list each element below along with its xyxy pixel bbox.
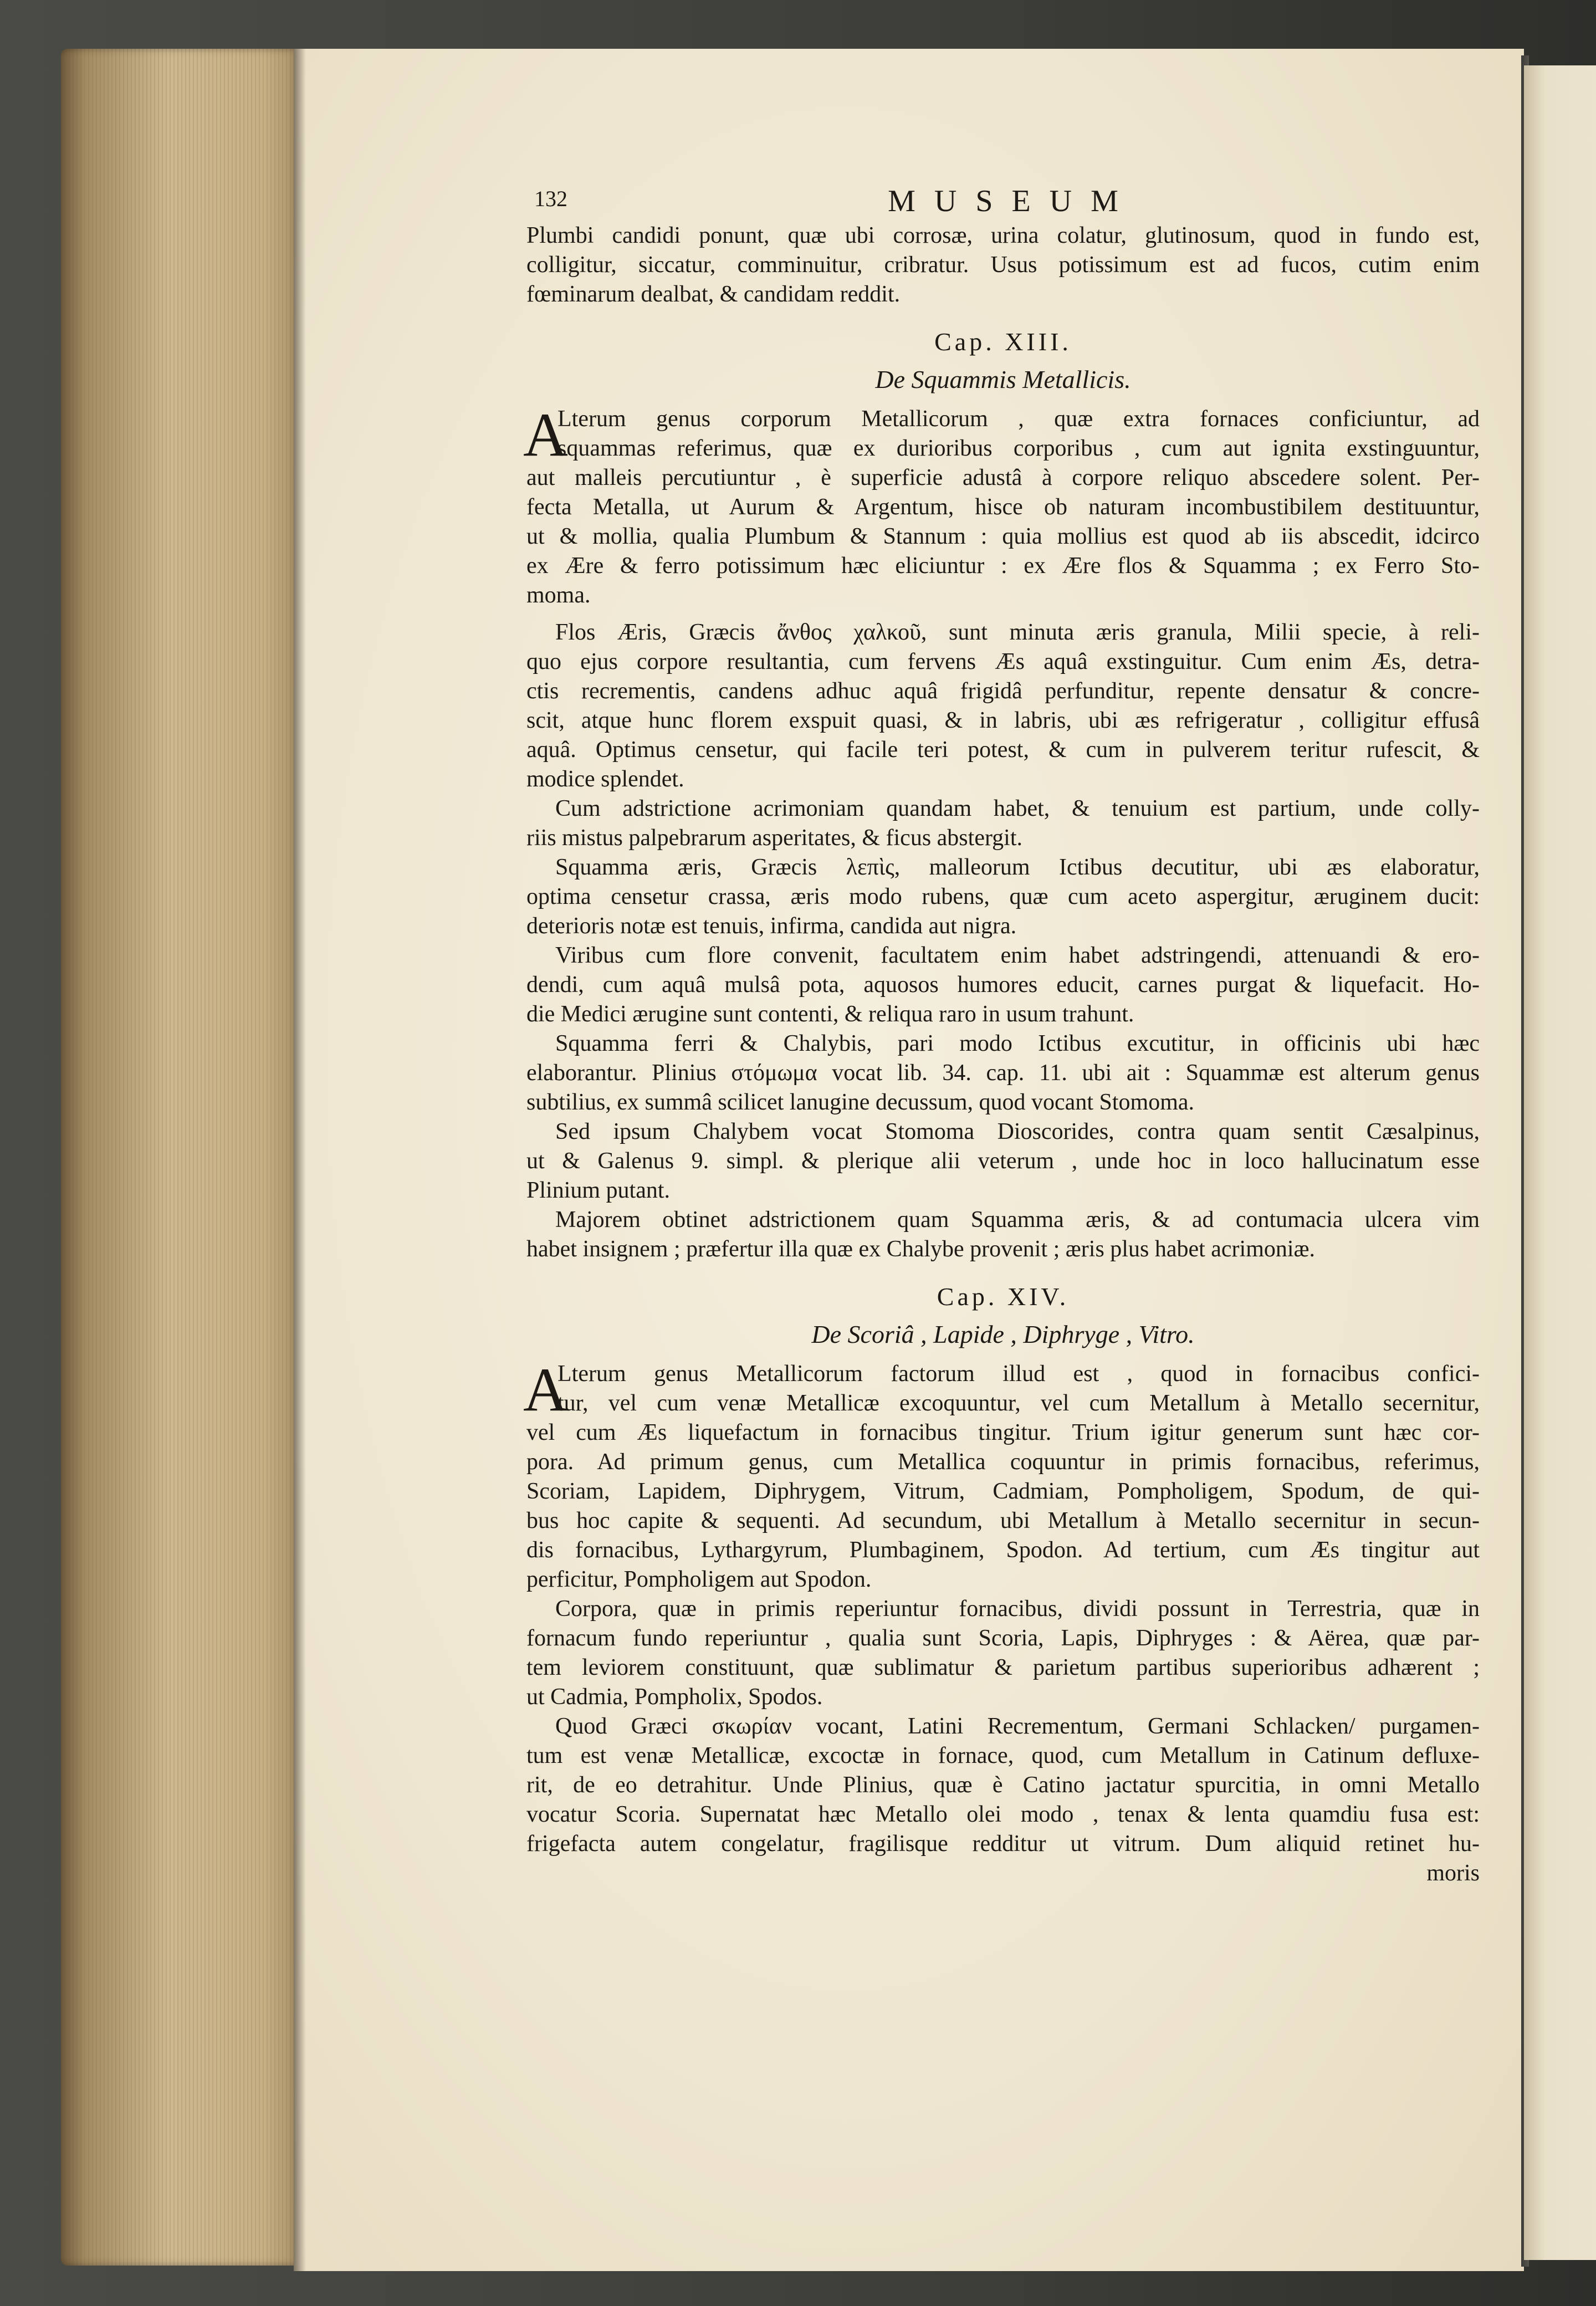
text-line: ut Cadmia, Pompholix, Spodos. [526,1684,823,1710]
text-line: Plinium putant. [526,1178,671,1203]
text-line: habet insignem ; præfertur illa quæ ex Chalybe provenit ; æris plus habet acrimoniæ. [526,1236,1316,1262]
text-line: Viribus cum flore convenit, facultatem enim habet adstringendi, attenuandi & ero- [555,943,1480,968]
chapter-title: De Squammis Metallicis. [875,365,1131,393]
text-line: aut malleis percutiuntur , è superficie adustâ à corpore reliquo abscedere solent. Per- [526,465,1480,490]
book-fore-edge [61,49,299,2266]
paragraph [526,853,1480,941]
text-line: dis fornacibus, Lythargyrum, Plumbaginem, Spodon. Ad tertium, cum Æs tingitur aut [526,1537,1480,1563]
text-line: Flos Æris, Græcis ἄνθος χαλκοῦ, sunt minuta æris granula, Milii specie, à reli- [555,620,1480,645]
paragraph [523,1356,1480,1594]
text-line: ut & Galenus 9. simpl. & plerique alii veterum , unde hoc in loco hallucinatum esse [526,1148,1480,1174]
text-line: Squamma æris, Græcis λεπὶς, malleorum Ictibus decutitur, ubi æs elaboratur, [555,855,1480,880]
paragraph [526,1205,1480,1264]
text-line: die Medici ærugine sunt contenti, & reliqua raro in usum trahunt. [526,1001,1134,1027]
text-line: Squamma ferri & Chalybis, pari modo Ictibus excutitur, in officinis ubi hæc [555,1031,1480,1056]
text-line: tem leviorem constituunt, quæ sublimatur & parietum partibus superioribus adhærent ; [526,1655,1480,1680]
chapter-number: Cap. XIV. [937,1282,1070,1311]
chapter-14 [523,1279,1480,1888]
intro-paragraph [526,221,1480,309]
paragraph [526,1117,1480,1205]
text-line: modice splendet. [526,766,684,792]
text-line: Scoriam, Lapidem, Diphrygem, Vitrum, Cadmiam, Pompholigem, Spodum, de qui- [526,1479,1480,1504]
text-line: quo ejus corpore resultantia, cum fervens Æs aquâ exstinguitur. Cum enim Æs, detra- [526,649,1480,674]
text-line: squammas referimus, quæ ex durioribus corporibus , cum aut ignita exstinguuntur, [557,436,1480,461]
chapter-title: De Scoriâ , Lapide , Diphryge , Vitro. [811,1320,1195,1348]
text-line: ctis recrementis, candens adhuc aquâ frigidâ perfunditur, repente densatur & concre- [526,678,1480,704]
text-line: Cum adstrictione acrimoniam quandam habet, & tenuium est partium, unde colly- [555,796,1480,821]
gutter-shadow [294,49,306,2271]
paragraph [526,941,1480,1029]
running-head-title: MUSEUM [888,184,1137,218]
text-line: tur, vel cum venæ Metallicæ excoquuntur, vel cum Metallum à Metallo secernitur, [557,1390,1480,1416]
text-line: Corpora, quæ in primis reperiuntur fornacibus, dividi possunt in Terrestria, quæ in [555,1596,1480,1622]
text-block [523,184,1480,1888]
text-line: riis mistus palpebrarum asperitates, & ficus abstergit. [526,825,1023,851]
paragraph [526,794,1480,853]
text-line: fecta Metalla, ut Aurum & Argentum, hisce ob naturam incombustibilem destituuntur, [526,494,1480,520]
text-line: Majorem obtinet adstrictionem quam Squamma æris, & ad contumacia ulcera vim [555,1207,1480,1233]
text-line: Lterum genus Metallicorum factorum illud est , quod in fornacibus confici- [557,1361,1480,1387]
text-line: dendi, cum aquâ mulsâ pota, aquosos humores educit, carnes purgat & liquefacit. Ho- [526,972,1480,998]
facing-page-edge [1524,65,1596,2260]
text-line: ex Ære & ferro potissimum hæc eliciuntur : ex Ære flos & Squamma ; ex Ferro Sto- [526,553,1480,579]
text-line: frigefacta autem congelatur, fragilisque redditur ut vitrum. Dum aliquid retinet hu- [526,1831,1480,1857]
text-line: fœminarum dealbat, & candidam reddit. [526,282,901,307]
drop-capital: A [523,401,568,469]
text-line: aquâ. Optimus censetur, qui facile teri potest, & cum in pulverem teritur rufescit, & [526,737,1480,763]
text-line: pora. Ad primum genus, cum Metallica coquuntur in primis fornacibus, referimus, [526,1449,1480,1475]
text-line: Lterum genus corporum Metallicorum , quæ extra fornaces conficiuntur, ad [557,406,1480,432]
paragraph [523,401,1480,610]
catchword: moris [1426,1860,1480,1886]
text-line: optima censetur crassa, æris modo rubens, quæ cum aceto aspergitur, æruginem ducit: [526,884,1480,909]
text-line: Plumbi candidi ponunt, quæ ubi corrosæ, urina colatur, glutinosum, quod in fundo est, [526,223,1480,248]
text-line: subtilius, ex summâ scilicet lanugine decussum, quod vocant Stomoma. [526,1090,1194,1115]
text-line: Quod Græci σκωρίαν vocant, Latini Recrementum, Germani Schlacken/ purgamen- [555,1714,1480,1739]
text-line: vocatur Scoria. Supernatat hæc Metallo olei modo , tenax & lenta quamdiu fusa est: [526,1802,1480,1827]
text-line: moma. [526,582,591,608]
page-number: 132 [534,186,567,211]
text-line: vel cum Æs liquefactum in fornacibus tingitur. Trium igitur generum sunt hæc cor- [526,1420,1480,1445]
paragraph [526,1594,1480,1712]
text-line: Sed ipsum Chalybem vocat Stomoma Dioscorides, contra quam sentit Cæsalpinus, [555,1119,1480,1144]
text-line: rit, de eo detrahitur. Unde Plinius, quæ è Catino jactatur spurcitia, in omni Metallo [526,1772,1480,1798]
drop-capital: A [523,1356,568,1424]
chapter-number: Cap. XIII. [934,328,1072,356]
paragraph [526,618,1480,794]
text-line: perficitur, Pompholigem aut Spodon. [526,1567,872,1592]
paragraph [526,1029,1480,1117]
text-line: fornacum fundo reperiuntur , qualia sunt Scoria, Lapis, Diphryges : & Aërea, quæ par- [526,1625,1480,1651]
text-line: bus hoc capite & sequenti. Ad secundum, ubi Metallum à Metallo secernitur in secun- [526,1508,1480,1533]
text-line: tum est venæ Metallicæ, excoctæ in fornace, quod, cum Metallum in Catinum defluxe- [526,1743,1480,1768]
text-line: deterioris notæ est tenuis, infirma, candida aut nigra. [526,913,1017,939]
text-line: ut & mollia, qualia Plumbum & Stannum : quia mollius est quod ab iis abscedit, idcirco [526,524,1480,549]
text-line: colligitur, siccatur, comminuitur, cribratur. Usus potissimum est ad fucos, cutim enim [526,252,1480,278]
paragraph [526,1712,1480,1859]
text-line: scit, atque hunc florem exspuit quasi, & in labris, ubi æs refrigeratur , colligitur effusâ [526,708,1480,733]
running-head [526,186,1480,221]
chapter-13 [523,324,1480,1264]
text-line: elaborantur. Plinius στόμωμα vocat lib. 34. cap. 11. ubi ait : Squammæ est alterum genus [526,1060,1480,1086]
